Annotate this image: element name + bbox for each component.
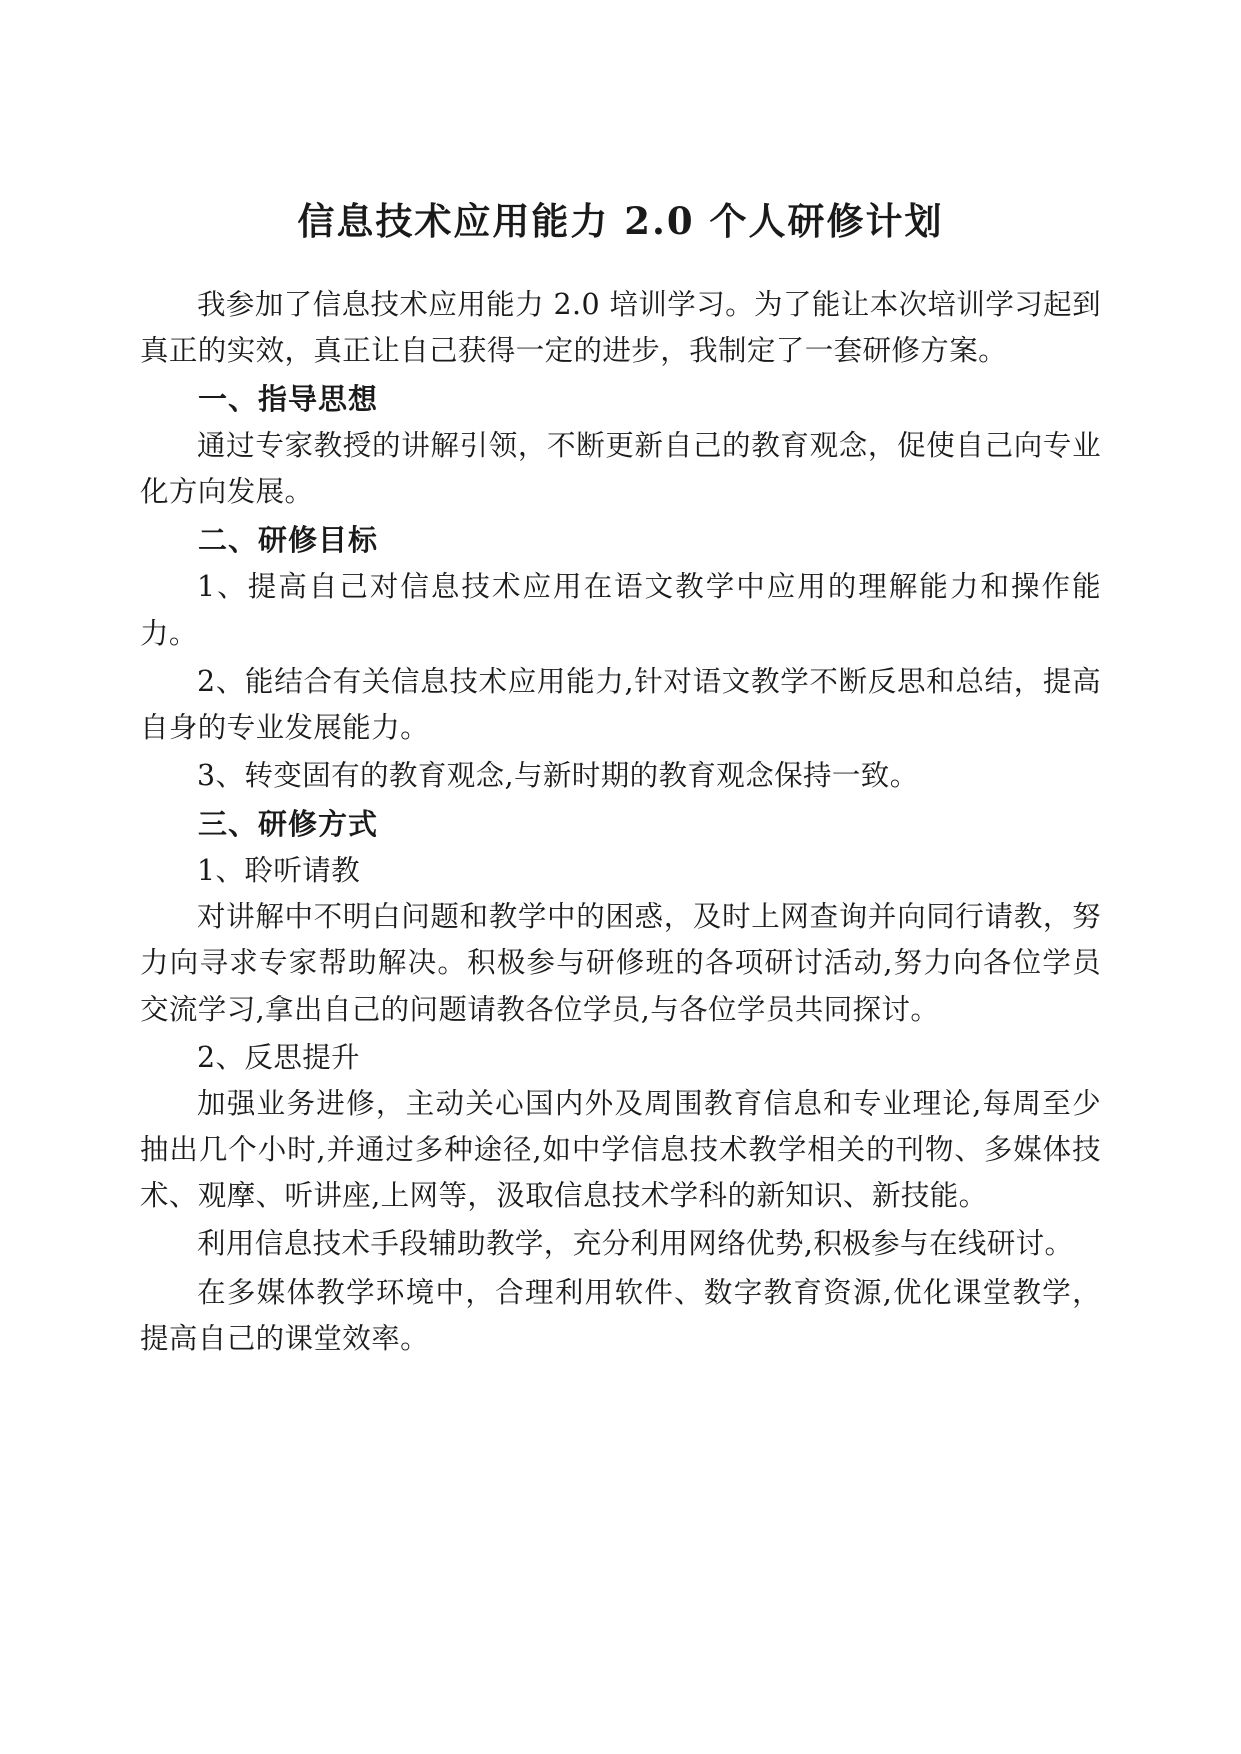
paragraph-objective-1: 1、提高自己对信息技术应用在语文教学中应用的理解能力和操作能力。 xyxy=(140,570,1101,650)
paragraph-technology-assist: 利用信息技术手段辅助教学，充分利用网络优势,积极参与在线研讨。 xyxy=(197,1227,1074,1261)
section-heading-objectives: 二、研修目标 xyxy=(198,523,379,558)
section-heading-methods: 三、研修方式 xyxy=(198,807,379,842)
page-title: 信息技术应用能力 2.0 个人研修计划 xyxy=(297,199,944,243)
paragraph-listening: 对讲解中不明白问题和教学中的困惑，及时上网查询并向同行请教，努力向寻求专家帮助解决。积极参与研修班的各项研讨活动,努力向各位学员交流学习,拿出自己的问题请教各位学员,与各位学员共同探讨。 xyxy=(140,900,1101,1026)
subsection-heading-listening: 1、聆听请教 xyxy=(197,854,361,888)
paragraph-multimedia-environment: 在多媒体教学环境中，合理利用软件、数字教育资源,优化课堂教学，提高自己的课堂效率。 xyxy=(140,1275,1101,1355)
paragraph-objective-3: 3、转变固有的教育观念,与新时期的教育观念保持一致。 xyxy=(197,758,919,792)
section-heading-guiding-ideology: 一、指导思想 xyxy=(198,382,379,417)
paragraph-reflection: 加强业务进修，主动关心国内外及周围教育信息和专业理论,每周至少抽出几个小时,并通过多种途径,如中学信息技术教学相关的刊物、多媒体技术、观摩、听讲座,上网等，汲取信息技术学科的新知识、新技能。 xyxy=(140,1086,1101,1213)
subsection-heading-reflection: 2、反思提升 xyxy=(197,1040,361,1074)
paragraph-intro: 我参加了信息技术应用能力 2.0 培训学习。为了能让本次培训学习起到真正的实效，真正让自己获得一定的进步，我制定了一套研修方案。 xyxy=(140,287,1101,367)
paragraph-objective-2: 2、能结合有关信息技术应用能力,针对语文教学不断反思和总结，提高自身的专业发展能力。 xyxy=(140,664,1101,744)
paragraph-guiding-ideology: 通过专家教授的讲解引领，不断更新自己的教育观念，促使自己向专业化方向发展。 xyxy=(140,429,1101,509)
